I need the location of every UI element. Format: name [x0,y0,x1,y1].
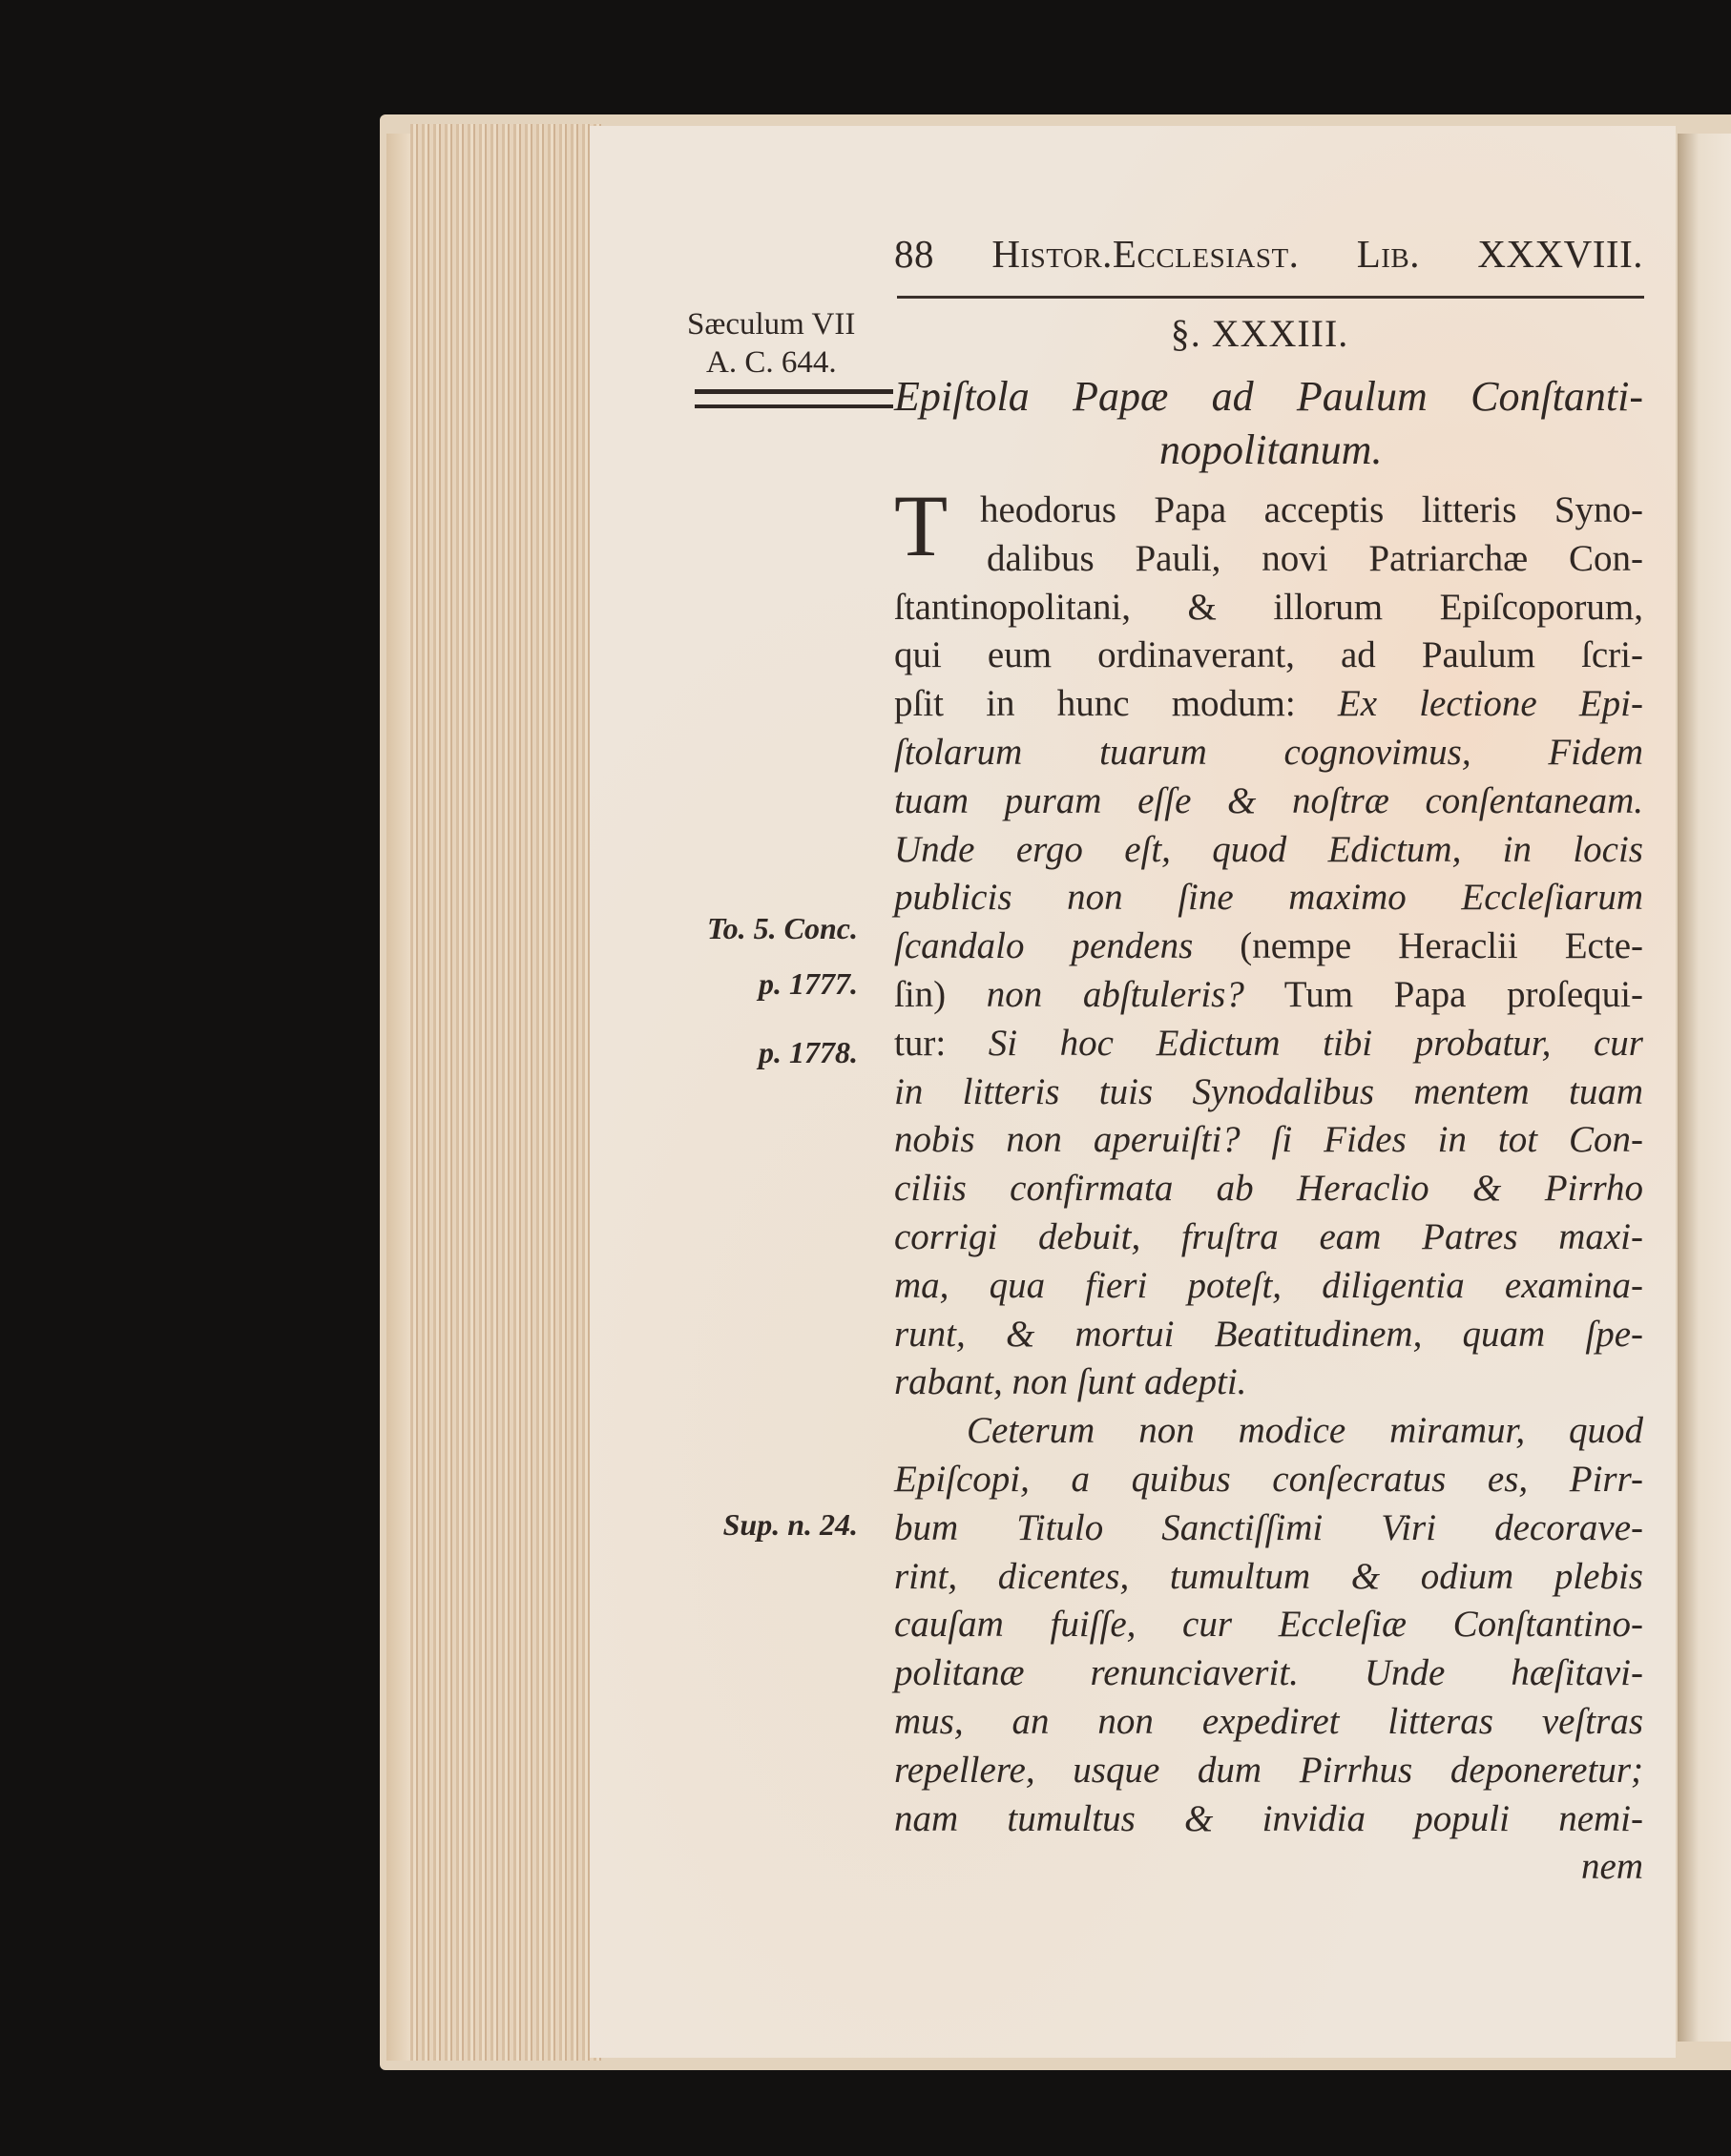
running-title: Histor.Ecclesiast. [991,232,1300,276]
italic-text: in litteris tuis Synodalibus mentem tuam [894,1070,1643,1112]
text-line [894,1747,1643,1794]
text-line [894,1213,1643,1261]
margin-anno: A. C. 644. [706,345,837,380]
italic-text: tuam puram eſſe & noſtræ conſentaneam. [894,779,1643,821]
text-line [894,1698,1643,1746]
text-line [894,1020,1643,1068]
italic-text: cauſam fuiſſe, cur Eccleſiæ Conſtantino- [894,1604,1643,1646]
italic-text: ſtolarum tuarum cognovimus, Fidem [894,732,1643,773]
italic-text: politanæ renunciaverit. Unde hæſitavi- [894,1652,1643,1694]
text-line [894,1601,1643,1648]
running-header [894,231,1643,277]
text-line [894,729,1643,777]
book-number: Lib. XXXVIII. [1356,232,1643,276]
italic-text: repellere, usque dum Pirrhus deponeretur; [894,1749,1643,1791]
text-line [894,1649,1643,1697]
margin-note: Sup. n. 24. [722,1507,858,1542]
roman-text: tur: [894,1022,989,1064]
text-line [894,1553,1643,1601]
italic-text: rabant, non ſunt adepti. [894,1361,1247,1403]
text-line [894,826,1643,874]
text-line [894,1262,1643,1310]
text-line [894,1504,1643,1552]
text-line [894,923,1643,970]
italic-text: mus, an non expediret litteras veſtras [894,1701,1643,1742]
italic-text: nam tumultus & invidia populi nemi- [894,1797,1643,1839]
text-line [894,1358,1643,1406]
italic-text: rint, dicentes, tumultum & odium plebis [894,1555,1643,1597]
text-line [894,1456,1643,1503]
margin-note: p. 1778. [759,1035,858,1069]
italic-text: ma, qua fieri poteſt, diligentia examina- [894,1264,1643,1306]
roman-text: dalibus Pauli, novi Patriarchæ Con- [987,537,1643,579]
italic-text: Unde ergo eſt, quod Edictum, in locis [894,828,1643,870]
text-line [894,1116,1643,1164]
roman-text: ſin) [894,974,987,1015]
text-line [894,1165,1643,1213]
italic-text: ſcandalo pendens [894,925,1194,967]
text-line [894,584,1643,632]
facing-page-edge [1678,134,1731,2042]
roman-text: heodorus Papa acceptis litteris Syno- [980,489,1643,530]
italic-text: ciliis confirmata ab Heraclio & Pirrho [894,1168,1643,1210]
drop-cap: T [894,477,949,574]
text-line [987,535,1643,583]
text-line [894,1795,1643,1843]
text-line [894,1843,1643,1891]
margin-saeculum: Sæculum VII [687,307,856,342]
roman-text: qui eum ordinaverant, ad Paulum ſcri- [894,634,1643,676]
roman-text: Tum Papa proſequi- [1243,974,1643,1015]
text-line [894,1068,1643,1116]
margin-rule [695,389,893,394]
section-title-cont: nopolitanum. [1159,426,1383,473]
roman-text: (nempe Heraclii Ecte- [1193,925,1644,967]
roman-text: ſtantinopolitani, & illorum Epiſcoporum, [894,586,1643,628]
italic-text: publicis non ſine maximo Eccleſiarum [894,877,1643,919]
italic-text: corrigi debuit, fruſtra eam Patres maxi- [894,1216,1643,1257]
section-number: §. XXXIII. [1170,312,1349,355]
margin-note: p. 1777. [759,966,858,1001]
text-line [894,680,1643,728]
italic-text: Ex lectione Epi- [1337,683,1643,725]
header-rule [897,296,1644,299]
italic-text: nobis non aperuiſti? ſi Fides in tot Con- [894,1119,1643,1161]
text-line [980,487,1643,534]
text-line [894,777,1643,825]
text-line [894,632,1643,679]
italic-text: Epiſcopi, a quibus conſecratus es, Pirr- [894,1459,1643,1500]
italic-text: Si hoc Edictum tibi probatur, cur [988,1022,1643,1064]
roman-text: pſit in hunc modum: [894,683,1338,725]
italic-text: Ceterum non modice miramur, quod [967,1410,1643,1452]
section-title: Epiſtola Papæ ad Paulum Conſtanti- [894,373,1643,420]
italic-text: bum Titulo Sanctiſſimi Viri decorave- [894,1506,1643,1548]
text-line [894,874,1643,922]
text-line [894,1311,1643,1358]
text-line [894,971,1643,1019]
margin-note: To. 5. Conc. [707,911,858,945]
text-line [967,1407,1643,1455]
page-number: 88 [894,232,934,276]
italic-text: nem [1581,1846,1643,1888]
italic-text: runt, & mortui Beatitudinem, quam ſpe- [894,1313,1643,1355]
italic-text: non abſtuleris? [986,974,1244,1015]
margin-rule [695,404,893,408]
page-edges [410,124,601,2061]
